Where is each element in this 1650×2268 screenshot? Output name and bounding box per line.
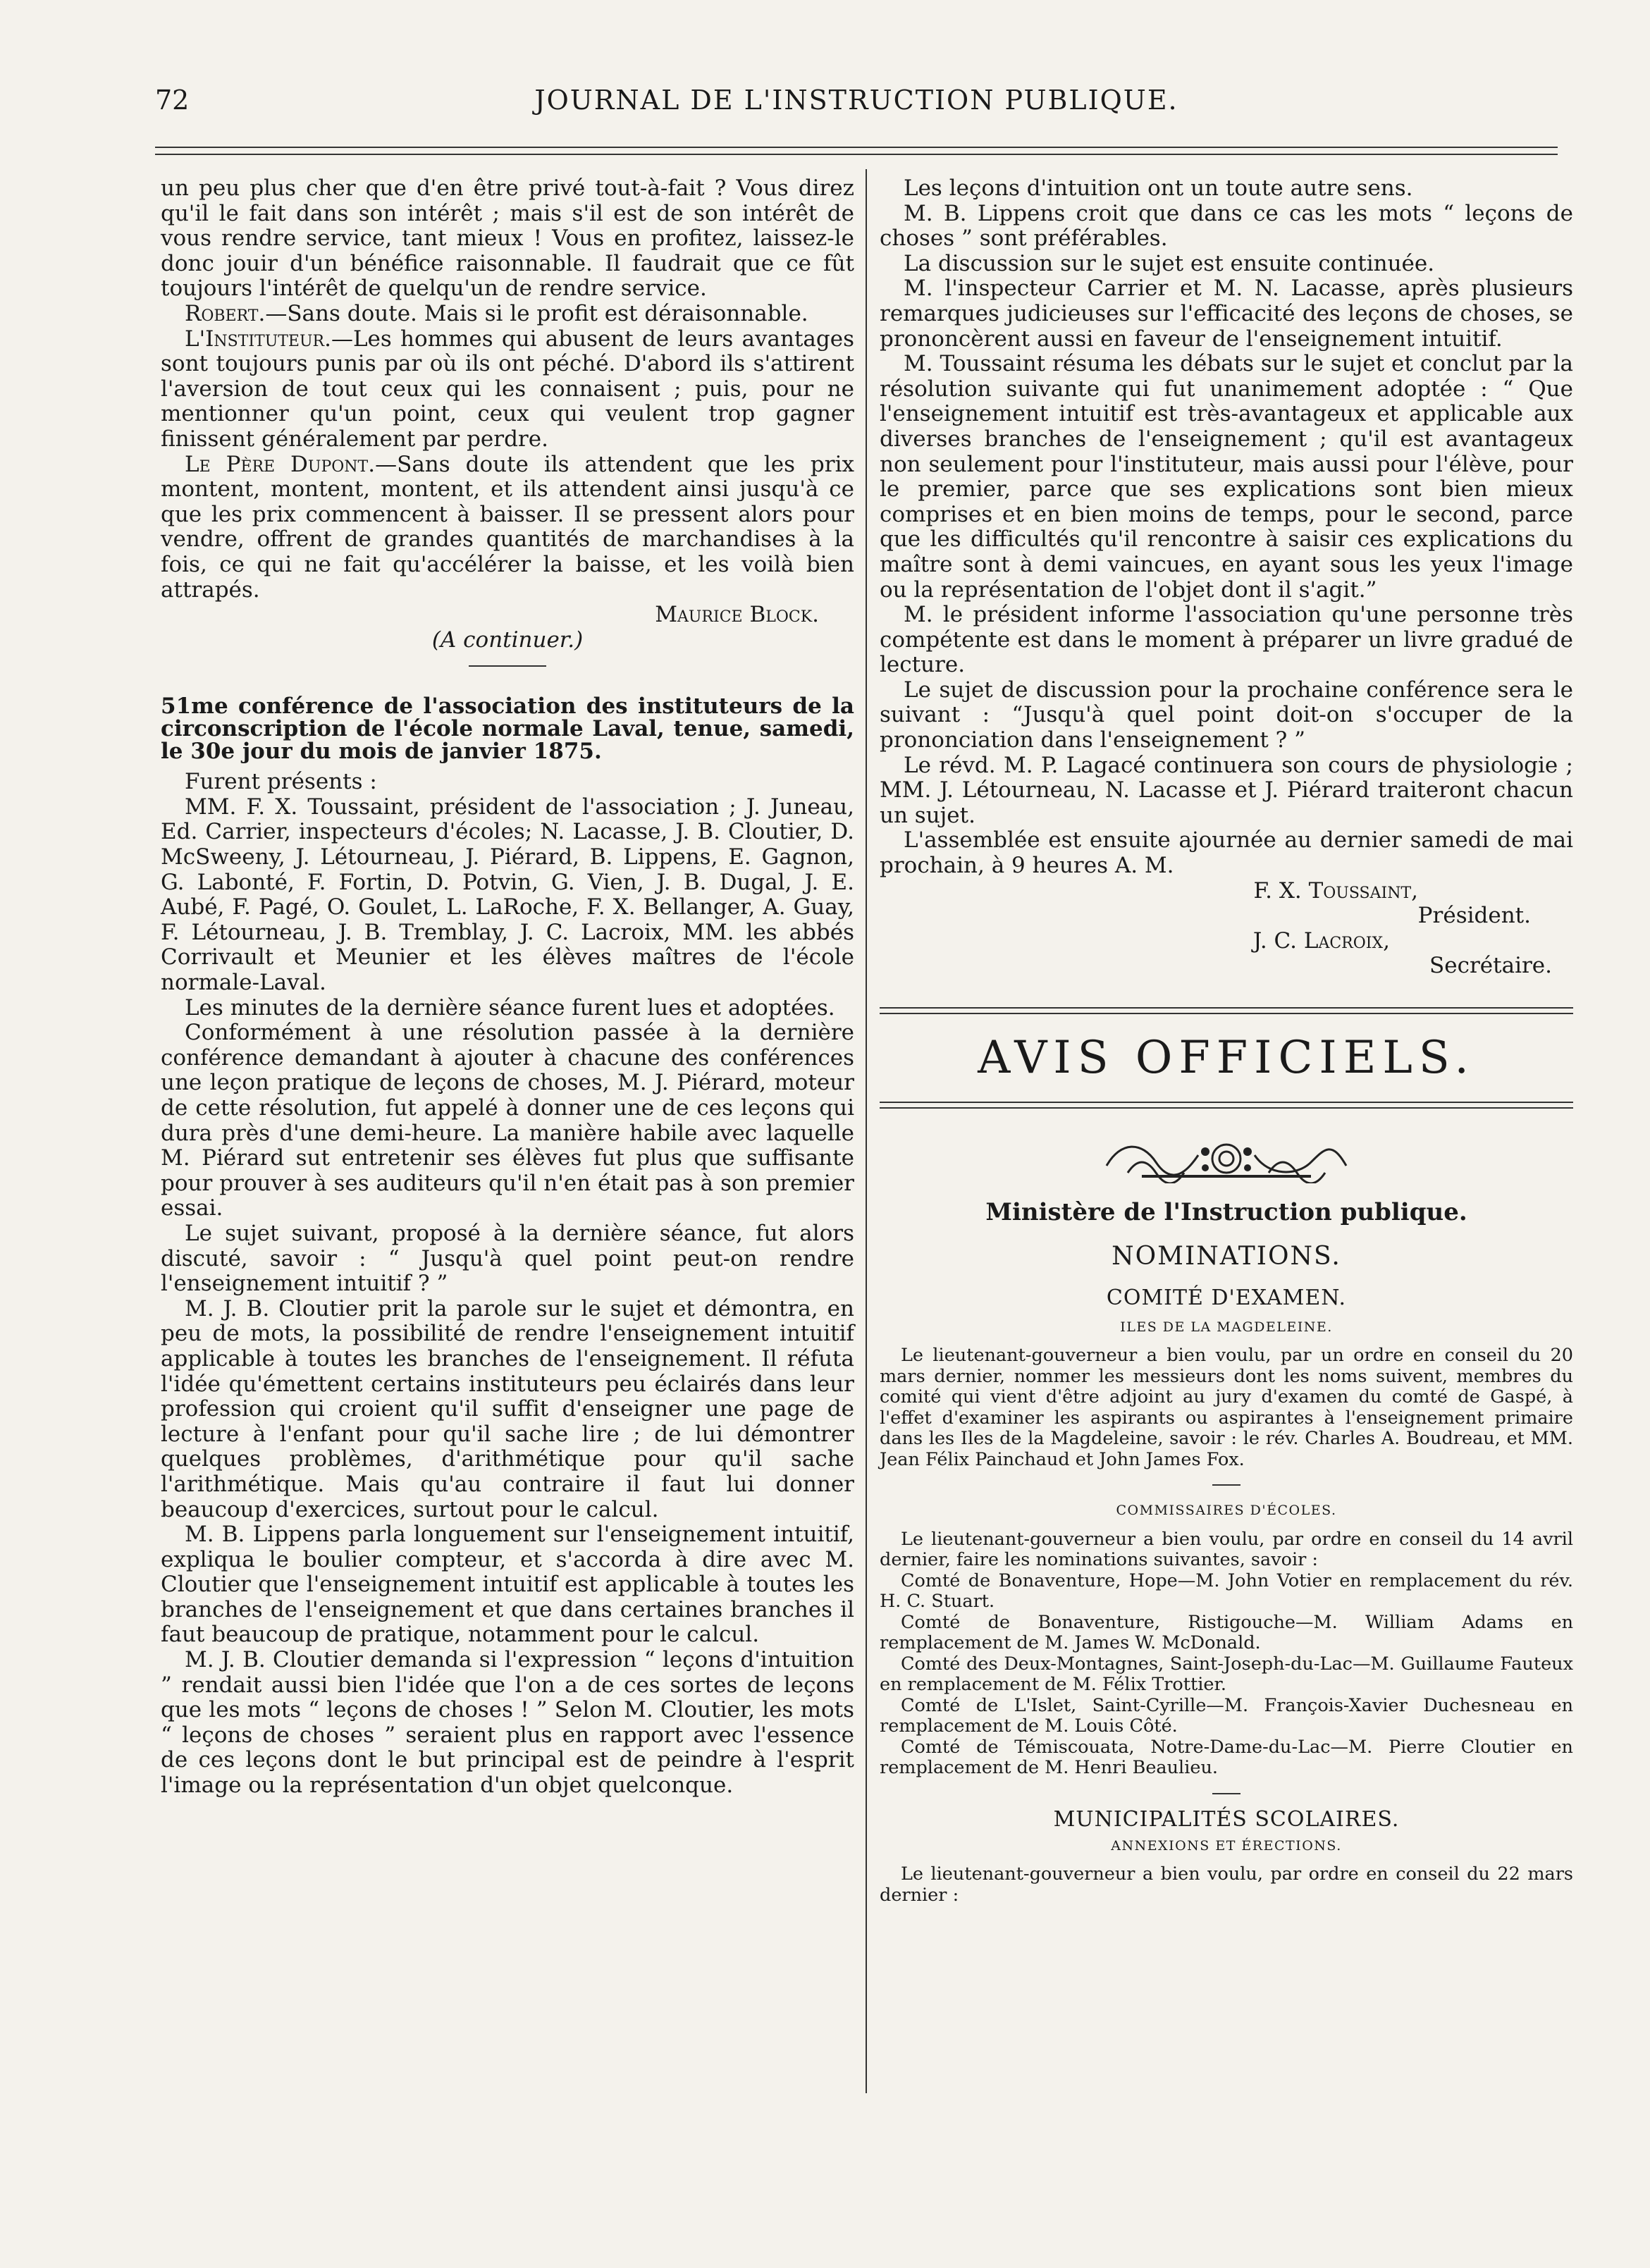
nomination-item: Comté des Deux-Montagnes, Saint-Joseph-du-Lac—M. Guillaume Fauteux en remplacement de M. Félix Trottier. xyxy=(880,1653,1573,1696)
paragraph: M. J. B. Cloutier prit la parole sur le sujet et démontra, en peu de mots, la possibilité de rendre l'enseignement intuitif applicable à toutes les branches de l'enseignement. Il réfuta l'idée qu'émettent certains instituteurs peu éclairés dans leur profession qui croient qu'il suffit d'enseigner une page de lecture à l'enfant pour qu'il sache lire ; de lui démontrer quelques problèmes, d'arithmétique pour qu'il sache l'arithmétique. Mais qu'au contraire il faut lui donner beaucoup d'exercices, surtout pour le calcul. xyxy=(161,1295,854,1522)
paragraph: M. J. B. Cloutier demanda si l'expression “ leçons d'intuition ” rendait aussi bien l'idée que l'on a de ces sortes de leçons que les mots “ leçons de choses ! ” Selon M. Cloutier, les mots “ leçons de choses ” seraient plus en rapport avec l'essence de ces leçons dont le but principal est de peindre à l'esprit l'image ou la représentation d'un objet quelconque. xyxy=(161,1647,854,1799)
paragraph: Conformément à une résolution passée à la dernière conférence demandant à ajouter à chacune des conférences une leçon pratique de leçons de choses, M. J. Piérard, moteur de cette résolution, fut appelé à donner une de ces leçons qui dura près d'une demi-heure. La manière habile avec laquelle M. Piérard sut entretenir ses élèves fut plus que suffisante pour prouver à ses auditeurs qu'il n'en était pas à son premier essai. xyxy=(161,1020,854,1221)
continuer-note: (A continuer.) xyxy=(431,627,584,653)
page-header xyxy=(155,78,1558,127)
column-divider xyxy=(866,169,867,2093)
paragraph: M. le président informe l'association qu'une personne très compétente est dans le moment à préparer un livre gradué de lecture. xyxy=(880,602,1573,678)
paragraph: Le lieutenant-gouverneur a bien voulu, par ordre en conseil du 14 avril dernier, faire les nominations suivantes, savoir : xyxy=(880,1528,1573,1571)
section-rule xyxy=(1212,1793,1240,1794)
paragraph: Le lieutenant-gouverneur a bien voulu, par ordre en conseil du 22 mars dernier : xyxy=(880,1863,1573,1906)
speaker: L'Instituteur. xyxy=(185,326,331,352)
page-number: 72 xyxy=(155,85,190,116)
nomination-item: Comté de Témiscouata, Notre-Dame-du-Lac—M. Pierre Cloutier en remplacement de M. Henri Beaulieu. xyxy=(880,1736,1573,1779)
header-rule xyxy=(155,147,1558,155)
paragraph: Les minutes de la dernière séance furent lues et adoptées. xyxy=(185,994,835,1021)
conference-heading: 51me conférence de l'association des instituteurs de la circonscription de l'école normale Laval, tenue, samedi, le 30e jour du mois de janvier 1875. xyxy=(161,694,854,765)
speaker: Robert. xyxy=(185,300,266,326)
right-column xyxy=(880,176,1573,1906)
ministere-heading: Ministère de l'Instruction publique. xyxy=(985,1198,1467,1226)
paragraph: M. Toussaint résuma les débats sur le sujet et conclut par la résolution suivante qui fut unanimement adoptée : “ Que l'enseignement intuitif est très-avantageux et applicable aux diverses branches de l'enseignement ; qu'il est avantageux non seulement pour l'instituteur, mais aussi pour l'élève, pour le premier, parce que ses explications sont bien mieux comprises et en bien moins de temps, pour le second, parce que les difficultés qu'il rencontre à saisir ces explications du maître sont à demi vaincues, en ayant sous les yeux l'image ou la représentation de l'objet dont il s'agit.” xyxy=(880,351,1573,603)
municipalites-heading: MUNICIPALITÉS SCOLAIRES. xyxy=(1053,1806,1400,1832)
dialogue-text: —Sans doute. Mais si le profit est déraisonnable. xyxy=(265,300,808,326)
dialogue-text: —Sans doute ils attendent que les prix montent, montent, montent, et ils attendent ainsi jusqu'à ce que les prix commencent à baisser. Il se pressent alors pour vendre, offrent de grandes quantités de marchandises à la fois, ce qui ne fait qu'accélérer la baisse, et les voilà bien attrapés. xyxy=(161,451,854,603)
paragraph: Furent présents : xyxy=(185,769,377,795)
comite-heading: COMITÉ D'EXAMEN. xyxy=(1106,1286,1347,1311)
dialogue-robert xyxy=(161,302,854,327)
nominations-heading: NOMINATIONS. xyxy=(1112,1241,1341,1271)
paragraph: un peu plus cher que d'en être privé tout-à-fait ? Vous direz qu'il le fait dans son intérêt ; mais s'il est de son intérêt de vous rendre service, tant mieux ! Vous en profitez, laissez-le donc jouir d'un bénéfice raisonnable. Il faudrait que ce fût toujours l'intérêt de quelqu'un de rendre service. xyxy=(161,175,854,302)
paragraph: L'assemblée est ensuite ajournée au dernier samedi de mai prochain, à 9 heures A. M. xyxy=(880,827,1573,879)
iles-subheading: ILES DE LA MAGDELEINE. xyxy=(1120,1319,1333,1335)
municipalites-section xyxy=(880,1864,1573,1906)
paragraph: M. l'inspecteur Carrier et M. N. Lacasse, après plusieurs remarques judicieuses sur l'efficacité des leçons de choses, se prononcèrent aussi en faveur de l'enseignement intuitif. xyxy=(880,276,1573,352)
iles-section xyxy=(880,1345,1573,1470)
secretary-title: Secrétaire. xyxy=(1429,953,1552,979)
paragraph: Le sujet suivant, proposé à la dernière séance, fut alors discuté, savoir : “ Jusqu'à quel point peut-on rendre l'enseignement intuitif ? ” xyxy=(161,1220,854,1297)
running-title: JOURNAL DE L'INSTRUCTION PUBLIQUE. xyxy=(534,85,1178,116)
commissaires-subheading: COMMISSAIRES D'ÉCOLES. xyxy=(1116,1503,1337,1519)
paragraph: La discussion sur le sujet est ensuite continuée. xyxy=(904,250,1435,276)
paragraph: Les leçons d'intuition ont un toute autre sens. xyxy=(904,175,1413,201)
president-name: F. X. Toussaint, xyxy=(1253,877,1418,904)
dialogue-text: —Les hommes qui abusent de leurs avantages sont toujours punis par où ils ont péché. D'abord ils s'attirent l'aversion de tout ceux qui les connaisent ; puis, pour ne mentionner qu'un point, ceux qui veulent trop gagner finissent généralement par perdre. xyxy=(161,326,854,452)
nomination-item: Comté de L'Islet, Saint-Cyrille—M. François-Xavier Duchesneau en remplacement de M. Louis Côté. xyxy=(880,1694,1573,1737)
author-signature: Maurice Block. xyxy=(655,602,819,628)
paragraph: Le révd. M. P. Lagacé continuera son cours de physiologie ; MM. J. Létourneau, N. Lacasse et J. Piérard traiteront chacun un sujet. xyxy=(880,752,1573,828)
section-rule xyxy=(469,665,546,667)
paragraph: M. B. Lippens parla longuement sur l'enseignement intuitif, expliqua le boulier compteur, et s'accorda à dire avec M. Cloutier que l'enseignement intuitif est applicable à toutes les branches de l'enseignement et que dans certaines branches il faut beaucoup de pratique, notamment pour le calcul. xyxy=(161,1522,854,1648)
dialogue-instituteur xyxy=(161,327,854,452)
avis-officiels-title: AVIS OFFICIELS. xyxy=(978,1032,1475,1084)
commissaires-section xyxy=(880,1529,1573,1779)
dialogue-pere-dupont xyxy=(161,452,854,603)
annexions-subheading: ANNEXIONS ET ÉRECTIONS. xyxy=(1111,1837,1342,1854)
section-rule xyxy=(1212,1484,1240,1486)
attendee-list: MM. F. X. Toussaint, président de l'association ; J. Juneau, Ed. Carrier, inspecteurs d'écoles; N. Lacasse, J. B. Cloutier, D. McSweeny, J. Létourneau, J. Piérard, B. Lippens, E. Gagnon, G. Labonté, F. Fortin, D. Potvin, G. Vien, J. B. Dugal, J. E. Aubé, F. Pagé, O. Goulet, L. LaRoche, F. X. Bellanger, A. Guay, F. Létourneau, J. B. Tremblay, J. C. Lacroix, MM. les abbés Corrivault et Meunier et les élèves maîtres de l'école normale-Laval. xyxy=(161,794,854,996)
left-column xyxy=(161,176,854,1799)
speaker: Le Père Dupont. xyxy=(185,451,376,477)
paragraph: Le sujet de discussion pour la prochaine conférence sera le suivant : “Jusqu'à quel point doit-on s'occuper de la prononciation dans l'enseignement ? ” xyxy=(880,677,1573,753)
avis-rule-top xyxy=(880,1007,1573,1014)
nomination-item: Comté de Bonaventure, Hope—M. John Votier en remplacement du rév. H. C. Stuart. xyxy=(880,1570,1573,1613)
paragraph: M. B. Lippens croit que dans ce cas les mots “ leçons de choses ” sont préférables. xyxy=(880,200,1573,252)
ornament-icon xyxy=(1100,1134,1353,1183)
paragraph: Le lieutenant-gouverneur a bien voulu, par un ordre en conseil du 20 mars dernier, nommer les messieurs dont les noms suivent, membres du comité qui vient d'être adjoint au jury d'examen du comté de Gaspé, à l'effet d'examiner les aspirants ou aspirantes à l'enseignement primaire dans les Iles de la Magdeleine, savoir : le rév. Charles A. Boudreau, et MM. Jean Félix Painchaud et John James Fox. xyxy=(880,1345,1573,1470)
secretary-name: J. C. Lacroix, xyxy=(1252,927,1390,954)
avis-rule-bottom xyxy=(880,1102,1573,1109)
nomination-item: Comté de Bonaventure, Ristigouche—M. William Adams en remplacement de M. James W. McDonald. xyxy=(880,1611,1573,1654)
president-title: Président. xyxy=(1417,903,1531,929)
